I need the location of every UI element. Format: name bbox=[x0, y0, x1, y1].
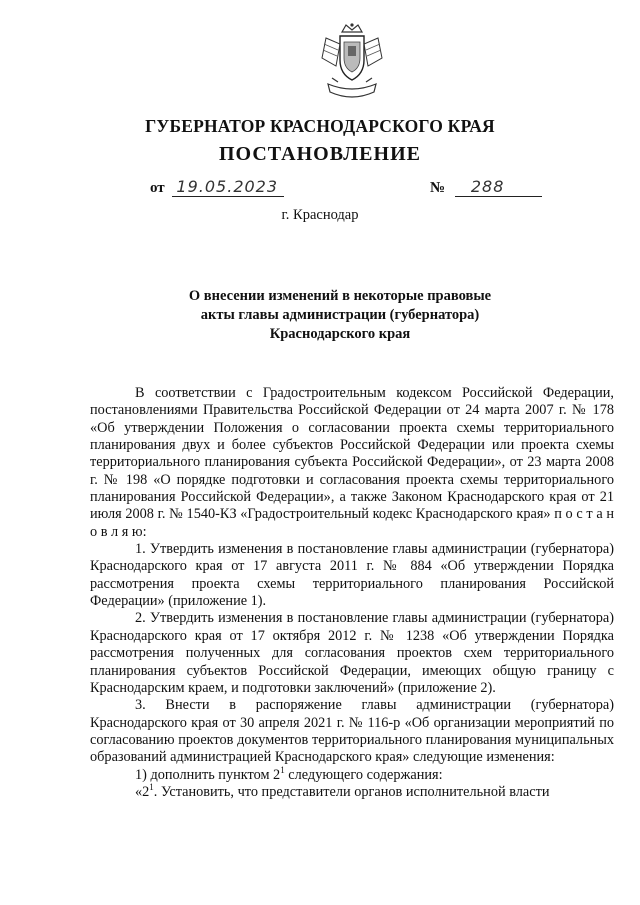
document-type: ПОСТАНОВЛЕНИЕ bbox=[219, 143, 421, 165]
superscript: 1 bbox=[280, 764, 285, 775]
superscript: 1 bbox=[149, 782, 154, 793]
document-body bbox=[90, 385, 614, 801]
title-line: акты главы администрации (губернатора) bbox=[200, 307, 480, 323]
number-field bbox=[430, 177, 542, 197]
quoted-text: «2 bbox=[135, 783, 150, 800]
date-field bbox=[150, 177, 284, 197]
number-label: № bbox=[430, 180, 446, 196]
subclause-text: следующего содержания: bbox=[284, 766, 443, 783]
title-line: О внесении изменений в некоторые правовые bbox=[188, 288, 492, 304]
quoted-text: . Установить, что представители органов исполнительной власти bbox=[153, 783, 550, 800]
issuing-authority: ГУБЕРНАТОР КРАСНОДАРСКОГО КРАЯ bbox=[145, 116, 495, 136]
preamble-text: В соответствии с Градостроительным кодексом Российской Федерации, постановлениями Правительства Российской Федерации от 24 марта 2007 г. № 178 «Об утверждении Положения о согласовании проекта схемы территориального планирования двух и более субъектов Российской Федерации или проекта схемы территориального планирования субъекта Российской Федерации», от 23 марта 2008 г. № 198 «О порядке подготовки и согласования проекта схемы территориального планирования Российской Федерации», а также Законом Краснодарского края от 21 июля 2008 г. № 1540-КЗ «Градостроительный кодекс Краснодарского края» bbox=[90, 385, 614, 523]
document-title bbox=[170, 287, 510, 344]
handwritten-number: 288 bbox=[455, 177, 543, 197]
handwritten-date: 19.05.2023 bbox=[172, 177, 284, 197]
coat-of-arms-emblem bbox=[318, 22, 386, 104]
date-label: от bbox=[150, 180, 165, 196]
subclause-1 bbox=[90, 764, 614, 784]
city-of-issue: г. Краснодар bbox=[281, 207, 359, 223]
clause-1: 1. Утвердить изменения в постановление главы администрации (губернатора) Краснодарского края от 17 августа 2011 г. № 884 «Об утверждении Порядка рассмотрения проекта схемы территориального планирования Российской Федерации» (приложение 1). bbox=[90, 541, 614, 610]
quoted-clause bbox=[90, 784, 614, 801]
clause-3: 3. Внести в распоряжение главы администрации (губернатора) Краснодарского края от 30 апреля 2021 г. № 116-р «Об организации мероприятий по согласованию проектов документов территориального планирования муниципальных образований администрацией Краснодарского края» следующие изменения: bbox=[90, 697, 614, 766]
title-line: Краснодарского края bbox=[269, 326, 411, 342]
resolution-keyword: п о с т а н о в л я ю: bbox=[90, 506, 615, 540]
subclause-text: 1) дополнить пунктом 2 bbox=[135, 766, 281, 783]
preamble-paragraph bbox=[90, 385, 614, 541]
clause-2: 2. Утвердить изменения в постановление главы администрации (губернатора) Краснодарского края от 17 октября 2012 г. № 1238 «Об утверждении Порядка рассмотрения полученных для согласования проектов схем территориального планирования субъектов Российской Федерации, имеющих общую границу с Краснодарским краем, и подготовки заключений» (приложение 2). bbox=[90, 610, 614, 696]
